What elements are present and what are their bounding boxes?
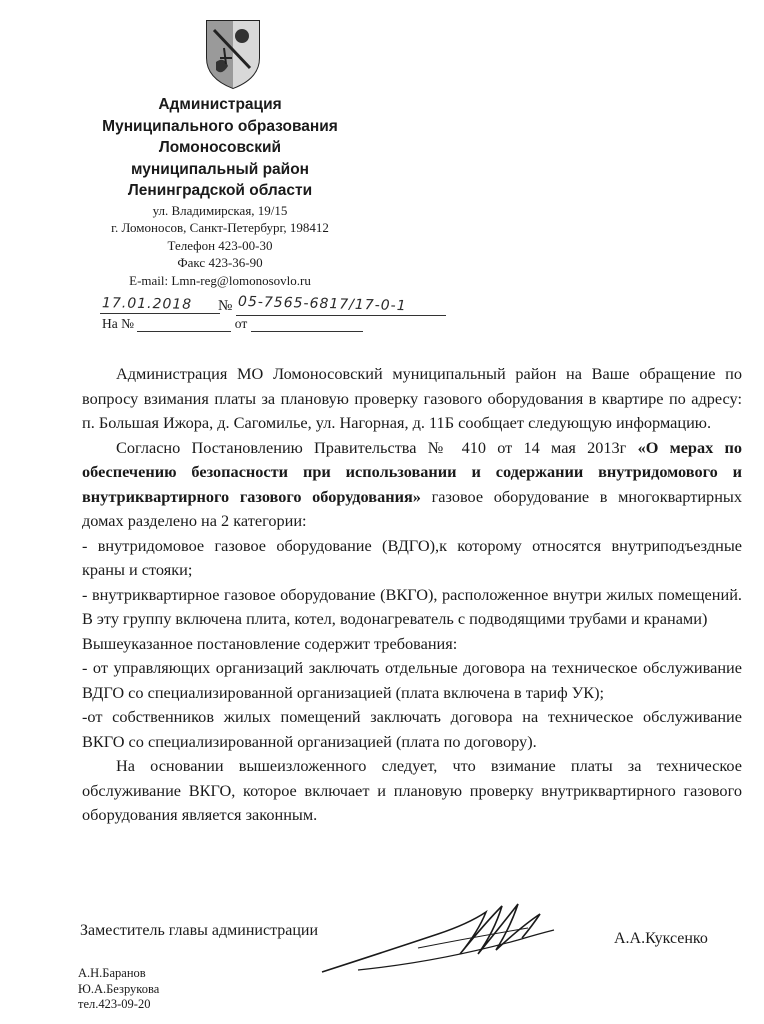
reference-date-label: от (234, 316, 248, 331)
list-item: -от собственников жилых помещений заключать договора на техническое обслуживание ВКГО со специализированной организацией (плата по договору). (82, 707, 742, 751)
org-line: Ленинградской области (127, 182, 313, 199)
handwritten-signature (318, 892, 558, 982)
outgoing-date: 17.01.2018 (101, 295, 193, 313)
paragraph-text: Согласно Постановлению Правительства № 410 от 14 мая 2013г (116, 437, 638, 457)
outgoing-registration (100, 293, 460, 318)
list-item: - внутриквартирное газовое оборудование (ВКГО), расположенное внутри жилых помещений. В эту группу включена плита, котел, водонагреватель с подводящими трубами и кранами) (82, 584, 742, 628)
reference-number-blank (137, 317, 231, 332)
address-line: Телефон 423-00-30 (167, 237, 273, 253)
executors-block (78, 966, 159, 1013)
org-line: Ломоносовский (158, 139, 282, 156)
paragraph: На основании вышеизложенного следует, что взимание платы за техническое обслуживание ВКГО, которое включает и плановую проверку внутриквартирного газового оборудования является законным. (82, 756, 742, 824)
letterhead (60, 94, 380, 289)
signatory-name: А.А.Куксенко (614, 930, 708, 947)
list-item: - от управляющих организаций заключать отдельные договора на техническое обслуживание ВДГО со специализированной организацией (плата включена в тариф УК); (82, 658, 742, 702)
paragraph-text: газовое оборудование в многоквартирных домах разделено на 2 категории: (82, 486, 742, 530)
org-line: муниципальный район (130, 160, 310, 178)
signatory-title: Заместитель главы администрации (80, 922, 319, 939)
paragraph: Администрация МО Ломоносовский муниципальный район на Ваше обращение по вопросу взимания платы за плановую проверку газового оборудования в квартире по адресу: п. Большая Ижора, д. Сагомилье, ул. Нагорная, д. 11Б сообщает следующую информацию. (82, 364, 742, 432)
paragraph: Вышеуказанное постановление содержит требования: (82, 633, 458, 653)
email-line: E-mail: Lmn-reg@lomonosovlo.ru (129, 272, 311, 288)
regulation-title: «О мерах по обеспечению безопасности при использовании и содержании внутридомового и внутриквартирного газового оборудования» (82, 437, 743, 506)
org-line: Администрация (158, 96, 282, 113)
org-line: Муниципального образования (102, 117, 338, 135)
phone-line: тел.423-09-20 (78, 997, 151, 1011)
executor-line: А.Н.Баранов (78, 966, 146, 980)
reference-line (102, 316, 363, 332)
address-line: ул. Владимирская, 19/15 (152, 202, 288, 218)
address-line: г. Ломоносов, Санкт-Петербург, 198412 (111, 220, 329, 235)
paragraph (82, 436, 742, 534)
outgoing-number: 05-7565-6817/17-0-1 (237, 293, 407, 315)
reference-date-blank (251, 317, 363, 332)
address-line: Факс 423-36-90 (177, 255, 263, 270)
reference-number-label: На № (102, 316, 134, 331)
executor-line: Ю.А.Безрукова (78, 981, 160, 996)
outgoing-number-label: № (218, 298, 233, 314)
list-item: - внутридомовое газовое оборудование (ВДГО),к которому относятся внутриподъездные краны и стояки; (82, 535, 742, 579)
date-underline (100, 313, 220, 314)
letter-body (82, 362, 742, 828)
coat-of-arms-icon (204, 18, 262, 90)
